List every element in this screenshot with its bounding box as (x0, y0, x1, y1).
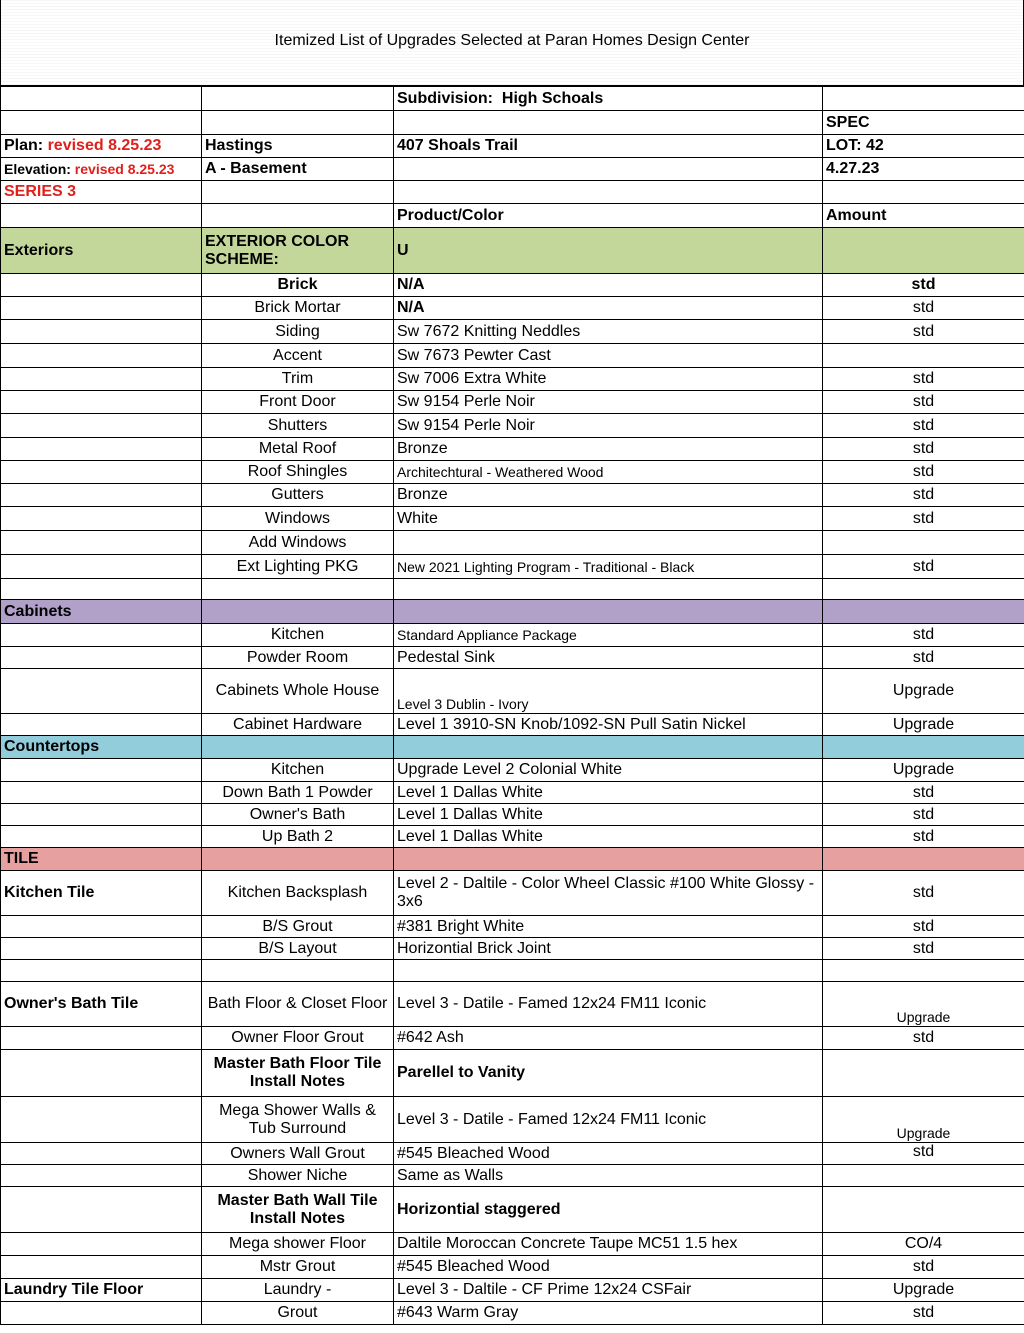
section-cabinets (1, 600, 1024, 624)
product-color-header: Product/Color (394, 204, 823, 228)
table-row: Mstr Grout #545 Bleached Wood std (1, 1256, 1024, 1279)
plan-cell: Plan: revised 8.25.23 (1, 135, 202, 158)
subdivision-cell: Subdivision: High Schoals (394, 87, 823, 111)
address-cell: 407 Shoals Trail (394, 135, 823, 158)
table-row: Kitchen Standard Appliance Package std (1, 624, 1024, 647)
table-row: Grout #643 Warm Gray std (1, 1302, 1024, 1325)
series-cell: SERIES 3 (1, 181, 202, 204)
spacer-row (1, 579, 1024, 600)
table-row: Metal Roof Bronze std (1, 438, 1024, 461)
section-label: Cabinets (1, 600, 202, 624)
table-row: Owner's Bath Level 1 Dallas White std (1, 804, 1024, 826)
table-row: Cabinets Whole House Level 3 Dublin - Ivory Upgrade (1, 669, 1024, 714)
column-header-row (1, 204, 1024, 228)
table-row: Windows White std (1, 507, 1024, 531)
table-row: Siding Sw 7672 Knitting Neddles std (1, 320, 1024, 344)
date-cell: 4.27.23 (823, 158, 1024, 181)
table-row: Brick Mortar N/A std (1, 297, 1024, 320)
table-row: Up Bath 2 Level 1 Dallas White std (1, 826, 1024, 848)
table-row: B/S Grout #381 Bright White std (1, 916, 1024, 938)
series-row (1, 181, 1024, 204)
section-label: Exteriors (1, 228, 202, 274)
scheme-value: U (394, 228, 823, 274)
section-tile (1, 848, 1024, 871)
table-row: Down Bath 1 Powder Level 1 Dallas White std (1, 782, 1024, 804)
table-row: Laundry Tile Floor Laundry - Level 3 - Daltile - CF Prime 12x24 CSFair Upgrade (1, 1279, 1024, 1302)
section-label: TILE (1, 848, 202, 871)
lot-cell: LOT: 42 (823, 135, 1024, 158)
scheme-label: EXTERIOR COLOR SCHEME: (202, 228, 394, 274)
group-label-kitchen: Kitchen Tile (1, 871, 202, 916)
table-row: Owner's Bath Tile Bath Floor & Closet Floor Level 3 - Datile - Famed 12x24 FM11 Iconic Upgrade (1, 982, 1024, 1027)
section-countertops (1, 736, 1024, 759)
table-row: Accent Sw 7673 Pewter Cast (1, 344, 1024, 368)
table-row: Owners Wall Grout #545 Bleached Wood std (1, 1143, 1024, 1165)
plan-row (1, 135, 1024, 158)
table-row: Brick N/A std (1, 274, 1024, 297)
table-row: Shower Niche Same as Walls (1, 1165, 1024, 1187)
table-row: Powder Room Pedestal Sink std (1, 647, 1024, 669)
table-row: Kitchen Upgrade Level 2 Colonial White Upgrade (1, 759, 1024, 782)
plan-value: Hastings (202, 135, 394, 158)
amount-header: Amount (823, 204, 1024, 228)
spec-cell: SPEC (823, 111, 1024, 135)
table-row: Owner Floor Grout #642 Ash std (1, 1027, 1024, 1050)
subdivision-row (1, 87, 1024, 111)
upgrades-table (0, 86, 1024, 1325)
table-row: Ext Lighting PKG New 2021 Lighting Program - Traditional - Black std (1, 555, 1024, 579)
table-row: Mega shower Floor Daltile Moroccan Concrete Taupe MC51 1.5 hex CO/4 (1, 1233, 1024, 1256)
table-row: Gutters Bronze std (1, 484, 1024, 507)
table-row: Master Bath Wall Tile Install Notes Horizontial staggered (1, 1187, 1024, 1233)
table-row: Add Windows (1, 531, 1024, 555)
table-row: Trim Sw 7006 Extra White std (1, 368, 1024, 391)
table-row: Master Bath Floor Tile Install Notes Parellel to Vanity (1, 1050, 1024, 1097)
table-row: Cabinet Hardware Level 1 3910-SN Knob/1092-SN Pull Satin Nickel Upgrade (1, 714, 1024, 736)
group-label-owners: Owner's Bath Tile (1, 982, 202, 1027)
table-row: Front Door Sw 9154 Perle Noir std (1, 391, 1024, 414)
elevation-cell: Elevation: revised 8.25.23 (1, 158, 202, 181)
table-row: Kitchen Tile Kitchen Backsplash Level 2 - Daltile - Color Wheel Classic #100 White Glossy - 3x6 std (1, 871, 1024, 916)
document-title: Itemized List of Upgrades Selected at Paran Homes Design Center (0, 0, 1024, 86)
section-label: Countertops (1, 736, 202, 759)
spec-row (1, 111, 1024, 135)
elevation-value: A - Basement (202, 158, 394, 181)
table-row: Shutters Sw 9154 Perle Noir std (1, 414, 1024, 438)
table-row: Roof Shingles Architechtural - Weathered Wood std (1, 461, 1024, 484)
table-row: Mega Shower Walls & Tub Surround Level 3 - Datile - Famed 12x24 FM11 Iconic Upgrade (1, 1097, 1024, 1143)
spacer-row (1, 960, 1024, 982)
section-exteriors (1, 228, 1024, 274)
table-row: B/S Layout Horizontial Brick Joint std (1, 938, 1024, 960)
group-label-laundry: Laundry Tile Floor (1, 1279, 202, 1302)
elevation-row (1, 158, 1024, 181)
